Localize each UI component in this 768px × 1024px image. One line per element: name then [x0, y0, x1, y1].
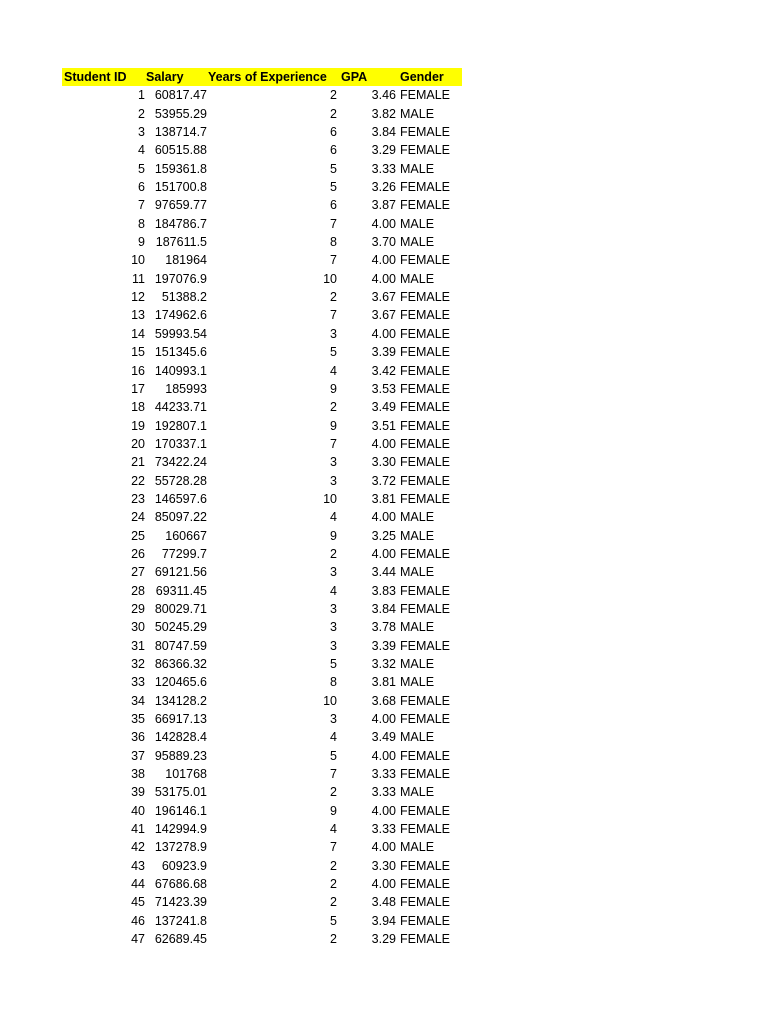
cell-salary[interactable]: 185993 [165, 381, 207, 396]
cell-student-id[interactable]: 9 [138, 235, 145, 250]
cell-gender[interactable]: FEMALE [400, 767, 451, 782]
cell-gender[interactable]: FEMALE [400, 822, 451, 837]
table-row [62, 765, 462, 783]
cell-gpa[interactable]: 3.81 [371, 491, 396, 506]
cell-years-of-experience[interactable]: 4 [330, 730, 337, 745]
cell-gpa[interactable]: 4.00 [371, 877, 396, 892]
cell-gender[interactable]: FEMALE [400, 125, 451, 140]
table-row [62, 728, 462, 746]
cell-gender[interactable]: FEMALE [400, 712, 451, 727]
table-row [62, 215, 462, 233]
cell-gender[interactable]: FEMALE [400, 290, 451, 305]
table-row [62, 306, 462, 324]
cell-salary[interactable]: 85097.22 [154, 510, 207, 525]
cell-years-of-experience[interactable]: 3 [330, 473, 337, 488]
cell-gpa[interactable]: 4.00 [371, 271, 396, 286]
cell-years-of-experience[interactable]: 10 [323, 271, 337, 286]
cell-student-id[interactable]: 18 [131, 400, 145, 415]
cell-gpa[interactable]: 4.00 [371, 748, 396, 763]
cell-gpa[interactable]: 4.00 [371, 840, 396, 855]
cell-gpa[interactable]: 3.94 [371, 913, 396, 928]
cell-years-of-experience[interactable]: 2 [330, 546, 337, 561]
cell-years-of-experience[interactable]: 5 [330, 161, 337, 176]
cell-salary[interactable]: 196146.1 [154, 803, 207, 818]
cell-gpa[interactable]: 3.29 [371, 932, 396, 947]
cell-gpa[interactable]: 3.33 [371, 767, 396, 782]
cell-gpa[interactable]: 3.33 [371, 161, 396, 176]
cell-student-id[interactable]: 14 [131, 326, 145, 341]
cell-gpa[interactable]: 3.78 [371, 620, 396, 635]
cell-student-id[interactable]: 3 [138, 125, 145, 140]
cell-salary[interactable]: 146597.6 [154, 491, 207, 506]
spreadsheet [62, 68, 462, 949]
table-row [62, 160, 462, 178]
table-row [62, 637, 462, 655]
cell-student-id[interactable]: 44 [131, 877, 145, 892]
table-row [62, 508, 462, 526]
cell-gender[interactable]: FEMALE [400, 932, 451, 947]
cell-salary[interactable]: 151700.8 [154, 180, 207, 195]
cell-student-id[interactable]: 28 [131, 583, 145, 598]
cell-student-id[interactable]: 10 [131, 253, 145, 268]
cell-gpa[interactable]: 3.82 [371, 106, 396, 121]
cell-gender[interactable]: FEMALE [400, 326, 451, 341]
cell-years-of-experience[interactable]: 5 [330, 748, 337, 763]
cell-gpa[interactable]: 3.44 [371, 565, 396, 580]
cell-salary[interactable]: 137278.9 [154, 840, 207, 855]
cell-gpa[interactable]: 3.70 [371, 235, 396, 250]
data-rows [62, 86, 462, 948]
cell-gender[interactable]: FEMALE [400, 88, 451, 103]
cell-salary[interactable]: 187611.5 [155, 235, 207, 250]
cell-gender[interactable]: MALE [400, 785, 435, 800]
cell-salary[interactable]: 66917.13 [154, 712, 207, 727]
cell-gender[interactable]: FEMALE [400, 455, 451, 470]
cell-years-of-experience[interactable]: 5 [330, 180, 337, 195]
cell-gender[interactable]: FEMALE [400, 858, 451, 873]
cell-student-id[interactable]: 1 [138, 88, 145, 103]
cell-salary[interactable]: 101768 [165, 767, 207, 782]
cell-gpa[interactable]: 3.84 [371, 125, 396, 140]
cell-years-of-experience[interactable]: 3 [330, 326, 337, 341]
cell-student-id[interactable]: 6 [138, 180, 145, 195]
cell-student-id[interactable]: 23 [131, 491, 145, 506]
cell-gpa[interactable]: 4.00 [371, 510, 396, 525]
cell-gpa[interactable]: 3.51 [371, 418, 396, 433]
cell-salary[interactable]: 53175.01 [154, 785, 207, 800]
cell-salary[interactable]: 73422.24 [154, 455, 207, 470]
cell-gpa[interactable]: 3.30 [371, 455, 396, 470]
table-row [62, 912, 462, 930]
header-row [62, 68, 462, 86]
cell-salary[interactable]: 77299.7 [161, 546, 207, 561]
cell-gender[interactable]: FEMALE [400, 345, 451, 360]
table-row [62, 930, 462, 948]
table-row [62, 692, 462, 710]
cell-gender[interactable]: FEMALE [400, 381, 451, 396]
cell-gpa[interactable]: 4.00 [371, 803, 396, 818]
cell-gender[interactable]: FEMALE [400, 803, 451, 818]
cell-years-of-experience[interactable]: 5 [330, 657, 337, 671]
cell-gpa[interactable]: 3.72 [371, 473, 396, 488]
cell-salary[interactable]: 142828.4 [154, 730, 207, 745]
cell-years-of-experience[interactable]: 9 [330, 418, 337, 433]
cell-student-id[interactable]: 34 [131, 693, 145, 708]
cell-years-of-experience[interactable]: 9 [330, 528, 337, 543]
table-row [62, 655, 462, 673]
cell-gender[interactable]: FEMALE [400, 400, 451, 415]
cell-years-of-experience[interactable]: 3 [330, 455, 337, 470]
cell-gpa[interactable]: 3.32 [371, 657, 396, 671]
cell-gpa[interactable]: 4.00 [371, 253, 396, 268]
table-row [62, 527, 462, 545]
table-row [62, 380, 462, 398]
header-gpa[interactable]: GPA [341, 70, 368, 84]
cell-years-of-experience[interactable]: 7 [330, 436, 337, 451]
cell-salary[interactable]: 174962.6 [154, 308, 207, 323]
cell-gpa[interactable]: 3.53 [371, 381, 396, 396]
table-row [62, 582, 462, 600]
cell-student-id[interactable]: 38 [131, 767, 145, 782]
cell-salary[interactable]: 80747.59 [154, 638, 207, 653]
cell-student-id[interactable]: 17 [131, 381, 145, 396]
cell-years-of-experience[interactable]: 3 [330, 712, 337, 727]
cell-gpa[interactable]: 3.33 [371, 785, 396, 800]
cell-gender[interactable]: FEMALE [400, 253, 451, 268]
cell-gender[interactable]: MALE [400, 161, 435, 176]
cell-student-id[interactable]: 4 [138, 143, 145, 158]
cell-gender[interactable]: MALE [400, 235, 435, 250]
cell-years-of-experience[interactable]: 3 [330, 620, 337, 635]
cell-gender[interactable]: FEMALE [400, 180, 451, 195]
cell-student-id[interactable]: 37 [131, 748, 145, 763]
cell-years-of-experience[interactable]: 3 [330, 638, 337, 653]
cell-years-of-experience[interactable]: 4 [330, 510, 337, 525]
cell-gender[interactable]: FEMALE [400, 583, 451, 598]
cell-gender[interactable]: MALE [400, 730, 435, 745]
cell-salary[interactable]: 67686.68 [154, 877, 207, 892]
table-row [62, 178, 462, 196]
cell-years-of-experience[interactable]: 2 [330, 88, 337, 103]
cell-years-of-experience[interactable]: 5 [330, 345, 337, 360]
cell-student-id[interactable]: 8 [138, 216, 145, 231]
cell-salary[interactable]: 142994.9 [154, 822, 207, 837]
cell-years-of-experience[interactable]: 7 [330, 216, 337, 231]
cell-gender[interactable]: MALE [400, 271, 435, 286]
table-row [62, 875, 462, 893]
cell-salary[interactable]: 192807.1 [154, 418, 207, 433]
cell-student-id[interactable]: 40 [131, 803, 145, 818]
cell-student-id[interactable]: 13 [131, 308, 145, 323]
cell-gender[interactable]: FEMALE [400, 436, 451, 451]
cell-student-id[interactable]: 5 [138, 161, 145, 176]
cell-gender[interactable]: FEMALE [400, 748, 451, 763]
table-row [62, 802, 462, 820]
cell-gender[interactable]: MALE [400, 106, 435, 121]
cell-years-of-experience[interactable]: 2 [330, 106, 337, 121]
cell-years-of-experience[interactable]: 8 [330, 235, 337, 250]
cell-years-of-experience[interactable]: 7 [330, 308, 337, 323]
cell-years-of-experience[interactable]: 4 [330, 822, 337, 837]
cell-gender[interactable]: FEMALE [400, 473, 451, 488]
cell-gpa[interactable]: 3.81 [371, 675, 396, 690]
cell-student-id[interactable]: 21 [131, 455, 145, 470]
cell-gender[interactable]: MALE [400, 657, 435, 671]
cell-student-id[interactable]: 26 [131, 546, 145, 561]
cell-salary[interactable]: 71423.39 [154, 895, 207, 910]
cell-gender[interactable]: FEMALE [400, 895, 451, 910]
table-row [62, 673, 462, 691]
table-row [62, 288, 462, 306]
table-row [62, 105, 462, 123]
cell-gpa[interactable]: 3.68 [371, 693, 396, 708]
cell-gender[interactable]: FEMALE [400, 693, 451, 708]
cell-gender[interactable]: FEMALE [400, 491, 451, 506]
table-row [62, 453, 462, 471]
cell-salary[interactable]: 62689.45 [154, 932, 207, 947]
cell-student-id[interactable]: 24 [131, 510, 145, 525]
cell-salary[interactable]: 97659.77 [154, 198, 207, 213]
cell-salary[interactable]: 50245.29 [154, 620, 207, 635]
table-row [62, 490, 462, 508]
cell-gpa[interactable]: 3.67 [371, 290, 396, 305]
table-row [62, 141, 462, 159]
cell-student-id[interactable]: 22 [131, 473, 145, 488]
cell-salary[interactable]: 80029.71 [154, 601, 207, 616]
table-row [62, 435, 462, 453]
header-gender[interactable]: Gender [400, 70, 444, 84]
cell-student-id[interactable]: 15 [131, 345, 145, 360]
cell-gpa[interactable]: 3.49 [371, 400, 396, 415]
cell-years-of-experience[interactable]: 4 [330, 363, 337, 378]
cell-student-id[interactable]: 31 [131, 638, 145, 653]
cell-gender[interactable]: MALE [400, 565, 435, 580]
cell-gpa[interactable]: 4.00 [371, 546, 396, 561]
cell-student-id[interactable]: 35 [131, 712, 145, 727]
cell-gpa[interactable]: 3.83 [371, 583, 396, 598]
table-row [62, 857, 462, 875]
cell-gender[interactable]: FEMALE [400, 418, 451, 433]
cell-gpa[interactable]: 3.87 [371, 198, 396, 213]
cell-gender[interactable]: FEMALE [400, 198, 451, 213]
cell-student-id[interactable]: 29 [131, 601, 145, 616]
table-row [62, 820, 462, 838]
cell-years-of-experience[interactable]: 3 [330, 601, 337, 616]
table-row [62, 123, 462, 141]
cell-years-of-experience[interactable]: 3 [330, 565, 337, 580]
cell-gender[interactable]: FEMALE [400, 877, 451, 892]
cell-salary[interactable]: 60923.9 [161, 858, 207, 873]
table-row [62, 545, 462, 563]
cell-salary[interactable]: 53955.29 [154, 106, 207, 121]
cell-student-id[interactable]: 19 [131, 418, 145, 433]
cell-gender[interactable]: MALE [400, 675, 435, 690]
cell-years-of-experience[interactable]: 5 [330, 913, 337, 928]
cell-student-id[interactable]: 42 [131, 840, 145, 855]
cell-salary[interactable]: 184786.7 [154, 216, 207, 231]
cell-gpa[interactable]: 3.39 [371, 638, 396, 653]
table-row [62, 747, 462, 765]
cell-student-id[interactable]: 46 [131, 913, 145, 928]
cell-salary[interactable]: 181964 [165, 253, 207, 268]
cell-years-of-experience[interactable]: 2 [330, 895, 337, 910]
cell-student-id[interactable]: 27 [131, 565, 145, 580]
table-row [62, 600, 462, 618]
cell-student-id[interactable]: 2 [138, 106, 145, 121]
cell-gender[interactable]: MALE [400, 528, 435, 543]
cell-salary[interactable]: 134128.2 [154, 693, 207, 708]
table-row [62, 417, 462, 435]
cell-gender[interactable]: FEMALE [400, 308, 451, 323]
cell-years-of-experience[interactable]: 6 [330, 198, 337, 213]
cell-salary[interactable]: 160667 [165, 528, 207, 543]
cell-salary[interactable]: 197076.9 [154, 271, 207, 286]
cell-gpa[interactable]: 3.67 [371, 308, 396, 323]
table-row [62, 86, 462, 104]
cell-student-id[interactable]: 7 [138, 198, 145, 213]
cell-student-id[interactable]: 45 [131, 895, 145, 910]
cell-years-of-experience[interactable]: 7 [330, 767, 337, 782]
cell-student-id[interactable]: 30 [131, 620, 145, 635]
cell-salary[interactable]: 140993.1 [154, 363, 207, 378]
header-student-id[interactable]: Student ID [64, 70, 127, 84]
table-row [62, 893, 462, 911]
cell-years-of-experience[interactable]: 2 [330, 932, 337, 947]
table-row [62, 343, 462, 361]
cell-student-id[interactable]: 32 [131, 657, 145, 671]
table-row [62, 563, 462, 581]
cell-salary[interactable]: 137241.8 [154, 913, 207, 928]
cell-gpa[interactable]: 3.49 [371, 730, 396, 745]
cell-gpa[interactable]: 4.00 [371, 216, 396, 231]
cell-student-id[interactable]: 25 [131, 528, 145, 543]
cell-years-of-experience[interactable]: 9 [330, 803, 337, 818]
cell-years-of-experience[interactable]: 2 [330, 858, 337, 873]
cell-years-of-experience[interactable]: 7 [330, 253, 337, 268]
cell-gender[interactable]: FEMALE [400, 913, 451, 928]
cell-gpa[interactable]: 3.25 [371, 528, 396, 543]
cell-salary[interactable]: 60817.47 [154, 88, 207, 103]
table-row [62, 710, 462, 728]
cell-salary[interactable]: 69311.45 [155, 583, 207, 598]
cell-gender[interactable]: MALE [400, 510, 435, 525]
cell-gender[interactable]: FEMALE [400, 363, 451, 378]
cell-gender[interactable]: MALE [400, 620, 435, 635]
cell-gender[interactable]: FEMALE [400, 601, 451, 616]
cell-salary[interactable]: 151345.6 [154, 345, 207, 360]
cell-salary[interactable]: 44233.71 [154, 400, 207, 415]
cell-student-id[interactable]: 33 [131, 675, 145, 690]
cell-gender[interactable]: FEMALE [400, 638, 451, 653]
cell-salary[interactable]: 138714.7 [154, 125, 207, 140]
cell-gpa[interactable]: 4.00 [371, 436, 396, 451]
table-row [62, 472, 462, 490]
cell-years-of-experience[interactable]: 7 [330, 840, 337, 855]
table-row [62, 270, 462, 288]
table-row [62, 362, 462, 380]
cell-gpa[interactable]: 3.26 [371, 180, 396, 195]
table-row [62, 325, 462, 343]
cell-gpa[interactable]: 3.39 [371, 345, 396, 360]
cell-salary[interactable]: 55728.28 [154, 473, 207, 488]
cell-student-id[interactable]: 11 [132, 271, 145, 286]
cell-student-id[interactable]: 41 [131, 822, 145, 837]
cell-gpa[interactable]: 3.29 [371, 143, 396, 158]
cell-salary[interactable]: 95889.23 [154, 748, 207, 763]
cell-gpa[interactable]: 4.00 [371, 326, 396, 341]
cell-years-of-experience[interactable]: 10 [323, 491, 337, 506]
cell-years-of-experience[interactable]: 9 [330, 381, 337, 396]
cell-salary[interactable]: 170337.1 [154, 436, 207, 451]
cell-student-id[interactable]: 36 [131, 730, 145, 745]
table-row [62, 398, 462, 416]
cell-salary[interactable]: 120465.6 [154, 675, 207, 690]
cell-gpa[interactable]: 3.33 [371, 822, 396, 837]
cell-salary[interactable]: 51388.2 [161, 290, 207, 305]
cell-years-of-experience[interactable]: 6 [330, 143, 337, 158]
cell-salary[interactable]: 69121.56 [154, 565, 207, 580]
cell-years-of-experience[interactable]: 2 [330, 290, 337, 305]
table-row [62, 251, 462, 269]
table-row [62, 838, 462, 856]
cell-gender[interactable]: MALE [400, 840, 435, 855]
cell-years-of-experience[interactable]: 10 [323, 693, 337, 708]
cell-salary[interactable]: 59993.54 [154, 326, 207, 341]
cell-years-of-experience[interactable]: 8 [330, 675, 337, 690]
table-row [62, 618, 462, 636]
cell-gender[interactable]: MALE [400, 216, 435, 231]
cell-gpa[interactable]: 4.00 [371, 712, 396, 727]
cell-gpa[interactable]: 3.84 [371, 601, 396, 616]
cell-years-of-experience[interactable]: 6 [330, 125, 337, 140]
cell-gender[interactable]: FEMALE [400, 546, 451, 561]
table-row [62, 233, 462, 251]
cell-gender[interactable]: FEMALE [400, 143, 451, 158]
cell-student-id[interactable]: 16 [131, 363, 145, 378]
cell-gpa[interactable]: 3.42 [371, 363, 396, 378]
cell-gpa[interactable]: 3.30 [371, 858, 396, 873]
cell-student-id[interactable]: 20 [131, 436, 145, 451]
cell-salary[interactable]: 60515.88 [154, 143, 207, 158]
cell-gpa[interactable]: 3.46 [371, 88, 396, 103]
cell-years-of-experience[interactable]: 2 [330, 400, 337, 415]
cell-years-of-experience[interactable]: 4 [330, 583, 337, 598]
header-salary[interactable]: Salary [146, 70, 184, 84]
cell-student-id[interactable]: 43 [131, 858, 145, 873]
cell-student-id[interactable]: 12 [131, 290, 145, 305]
cell-gpa[interactable]: 3.48 [371, 895, 396, 910]
cell-student-id[interactable]: 39 [131, 785, 145, 800]
cell-student-id[interactable]: 47 [131, 932, 145, 947]
cell-years-of-experience[interactable]: 2 [330, 877, 337, 892]
table-row [62, 196, 462, 214]
cell-salary[interactable]: 86366.32 [154, 657, 207, 671]
table-row [62, 783, 462, 801]
cell-salary[interactable]: 159361.8 [154, 161, 207, 176]
header-years-of-experience[interactable]: Years of Experience [208, 70, 327, 84]
cell-years-of-experience[interactable]: 2 [330, 785, 337, 800]
